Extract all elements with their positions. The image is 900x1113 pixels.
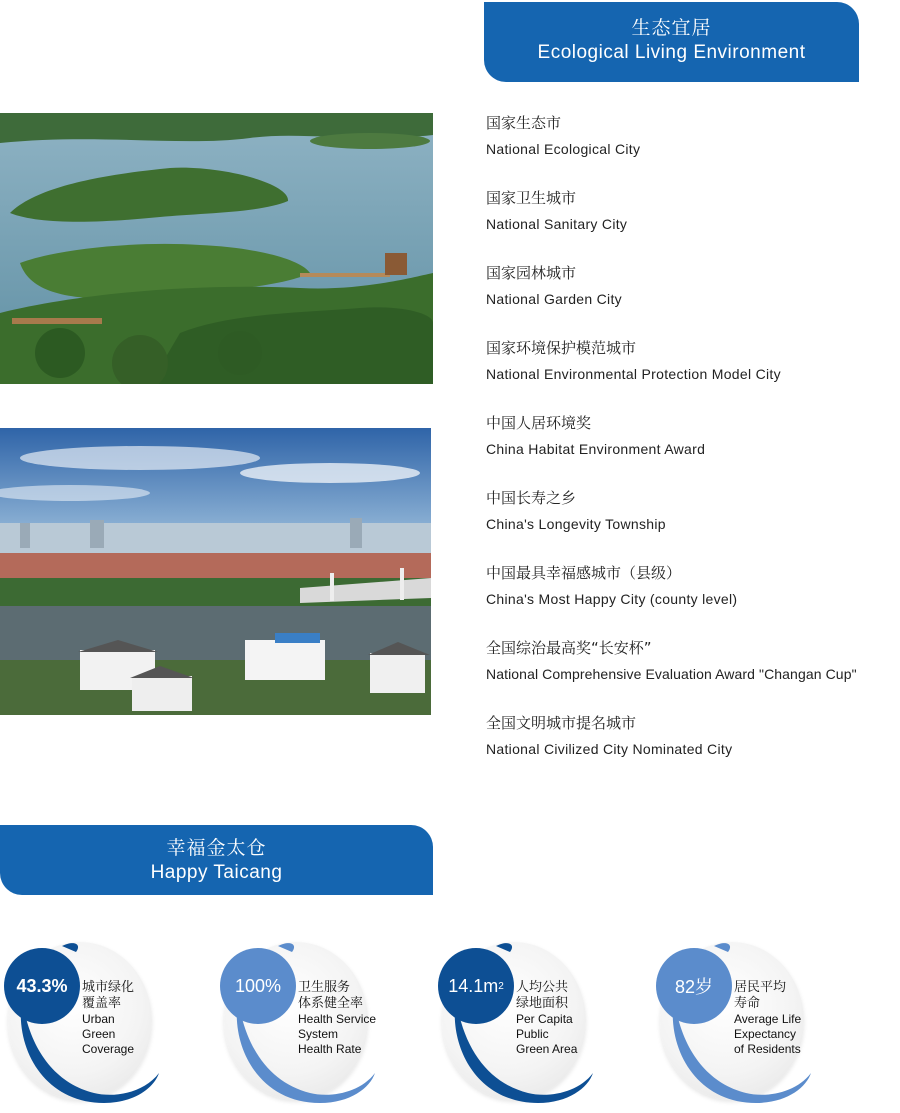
award-name-en: National Comprehensive Evaluation Award "Changan Cup" <box>486 666 857 682</box>
stat-green-area <box>438 938 598 1110</box>
stat-value-number: 14.1m <box>448 975 499 996</box>
award-name-cn: 国家生态市 <box>486 114 562 132</box>
lake-islands-photo <box>0 113 433 384</box>
happy-banner-title-en: Happy Taicang <box>150 862 283 883</box>
stat-label-cn: 人均公共 <box>516 980 569 995</box>
stat-value: 82岁 <box>656 948 732 1024</box>
stat-value-superscript: 2 <box>498 980 504 992</box>
award-name-cn: 国家园林城市 <box>486 264 577 282</box>
award-item <box>486 338 900 413</box>
award-name-cn: 中国最具幸福感城市（县级） <box>486 564 682 582</box>
stat-value: 43.3% <box>4 948 80 1024</box>
award-name-cn: 全国综治最高奖“长安杯” <box>486 639 652 657</box>
award-name-en: China's Longevity Township <box>486 516 666 532</box>
stat-label-en: Health Rate <box>298 1042 362 1056</box>
awards-list <box>486 113 900 788</box>
eco-banner <box>484 2 859 82</box>
stat-label-en: Expectancy <box>734 1027 797 1041</box>
award-item <box>486 188 900 263</box>
stat-label-en: Average Life <box>734 1012 802 1026</box>
award-name-en: National Environmental Protection Model City <box>486 366 781 382</box>
stat-label-cn: 体系健全率 <box>298 996 364 1011</box>
stat-label-cn: 卫生服务 <box>298 980 351 995</box>
stat-label-cn: 居民平均 <box>734 980 787 995</box>
award-name-en: National Garden City <box>486 291 622 307</box>
award-name-cn: 国家卫生城市 <box>486 189 577 207</box>
stat-label-en: Coverage <box>82 1042 135 1056</box>
award-item <box>486 113 900 188</box>
stat-life-expectancy <box>656 938 816 1110</box>
happy-banner <box>0 825 433 895</box>
award-name-cn: 全国文明城市提名城市 <box>486 714 637 732</box>
stat-health-service <box>220 938 380 1110</box>
award-name-en: National Civilized City Nominated City <box>486 741 733 757</box>
stat-label-en: Per Capita <box>516 1012 573 1026</box>
stat-label-en: Health Service <box>298 1012 377 1026</box>
stat-label <box>516 980 606 1057</box>
happy-banner-title-cn: 幸福金太仓 <box>166 837 267 859</box>
award-item <box>486 413 900 488</box>
award-item <box>486 563 900 638</box>
stat-label-en: of Residents <box>734 1042 801 1056</box>
stat-label-cn: 绿地面积 <box>516 996 569 1011</box>
award-name-en: China Habitat Environment Award <box>486 441 706 457</box>
stat-label-en: Public <box>516 1027 549 1041</box>
stat-value <box>438 948 514 1024</box>
award-name-cn: 国家环境保护模范城市 <box>486 339 637 357</box>
stat-label-cn: 覆盖率 <box>82 996 122 1011</box>
stat-label <box>82 980 172 1057</box>
award-name-en: National Sanitary City <box>486 216 628 232</box>
eco-banner-title-en: Ecological Living Environment <box>537 42 806 63</box>
city-river-photo <box>0 428 431 715</box>
award-name-en: China's Most Happy City (county level) <box>486 591 738 607</box>
award-name-en: National Ecological City <box>486 141 641 157</box>
stat-label <box>734 980 824 1057</box>
award-name-cn: 中国长寿之乡 <box>486 489 577 507</box>
stat-value: 100% <box>220 948 296 1024</box>
award-item <box>486 263 900 338</box>
stat-green-coverage <box>4 938 164 1110</box>
stat-label-en: Urban <box>82 1012 115 1026</box>
stat-label-cn: 寿命 <box>734 996 761 1011</box>
award-item <box>486 488 900 563</box>
stat-label-en: System <box>298 1027 339 1041</box>
stat-label-cn: 城市绿化 <box>82 980 135 995</box>
stat-label <box>298 980 388 1057</box>
award-item <box>486 713 900 788</box>
award-item <box>486 638 900 713</box>
stat-label-en: Green Area <box>516 1042 578 1056</box>
award-name-cn: 中国人居环境奖 <box>486 414 592 432</box>
eco-banner-title-cn: 生态宜居 <box>631 17 712 39</box>
stat-label-en: Green <box>82 1027 116 1041</box>
